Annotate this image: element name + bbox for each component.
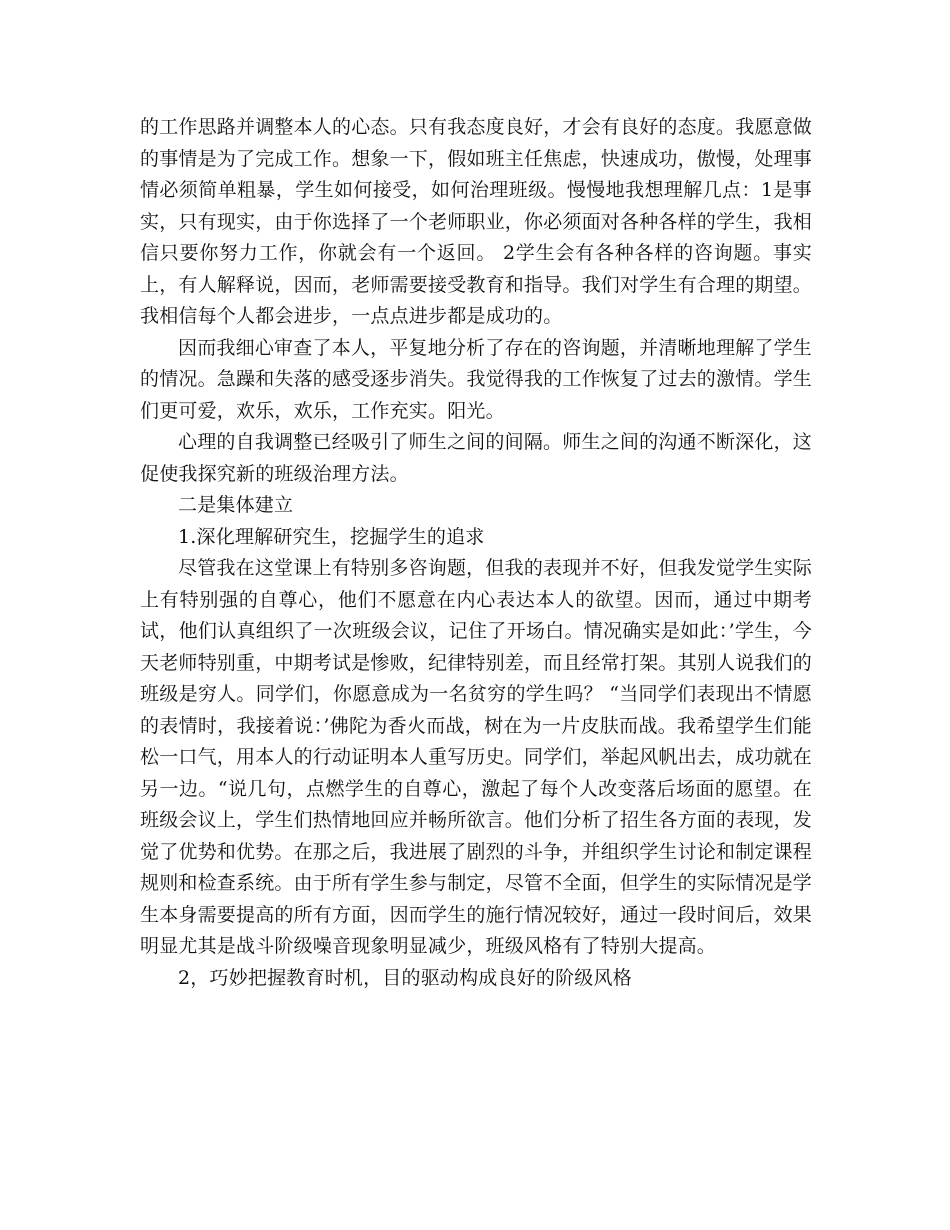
paragraph-6: 尽管我在这堂课上有特别多咨询题，但我的表现并不好，但我发觉学生实际上有特别强的自尊心，他们不愿意在内心表达本人的欲望。因而，通过中期考试，他们认真组织了一次班级会议，记住了开场白。情况确实是如此：’学生，今天老师特别重，中期考试是惨败，纪律特别差，而且经常打架。其别人说我们的班级是穷人。同学们，你愿意成为一名贫穷的学生吗？ “当同学们表现出不情愿的表情时，我接着说：’佛陀为香火而战，树在为一片皮肤而战。我希望学生们能松一口气，用本人的行动证明本人重写历史。同学们，举起风帆出去，成功就在另一边。“说几句，点燃学生的自尊心，激起了每个人改变落后场面的愿望。在班级会议上，学生们热情地回应并畅所欲言。他们分析了招生各方面的表现，发觉了优势和优势。在那之后，我进展了剧烈的斗争，并组织学生讨论和制定课程规则和检查系统。由于所有学生参与制定，尽管不全面，但学生的实际情况是学生本身需要提高的所有方面，因而学生的施行情况较好，通过一段时间后，效果明显尤其是战斗阶级噪音现象明显减少，班级风格有了特别大提高。 <box>140 557 813 957</box>
paragraph-1: 的工作思路并调整本人的心态。只有我态度良好，才会有良好的态度。我愿意做的事情是为了完成工作。想象一下，假如班主任焦虑，快速成功，傲慢，处理事情必须简单粗暴，学生如何接受，如何治理班级。慢慢地我想理解几点：1是事实，只有现实，由于你选择了一个老师职业，你必须面对各种各样的学生，我相信只要你努力工作，你就会有一个返回。 2学生会有各种各样的咨询题。事实上，有人解释说，因而，老师需要接受教育和指导。我们对学生有合理的期望。我相信每个人都会进步，一点点进步都是成功的。 <box>140 116 813 327</box>
paragraph-3: 心理的自我调整已经吸引了师生之间的间隔。师生之间的沟通不断深化，这促使我探究新的班级治理方法。 <box>140 431 812 485</box>
section-heading-collective: 二是集体建立 <box>178 494 294 516</box>
subheading-2: 2，巧妙把握教育时机，目的驱动构成良好的阶级风格 <box>178 966 632 989</box>
document-page <box>140 112 812 994</box>
paragraph-2: 因而我细心审查了本人，平复地分析了存在的咨询题，并清晰地理解了学生的情况。急躁和失落的感受逐步消失。我觉得我的工作恢复了过去的激情。学生们更可爱，欢乐，欢乐，工作充实。阳光。 <box>140 336 813 422</box>
subheading-1: 1.深化理解研究生，挖掘学生的追求 <box>178 525 485 548</box>
